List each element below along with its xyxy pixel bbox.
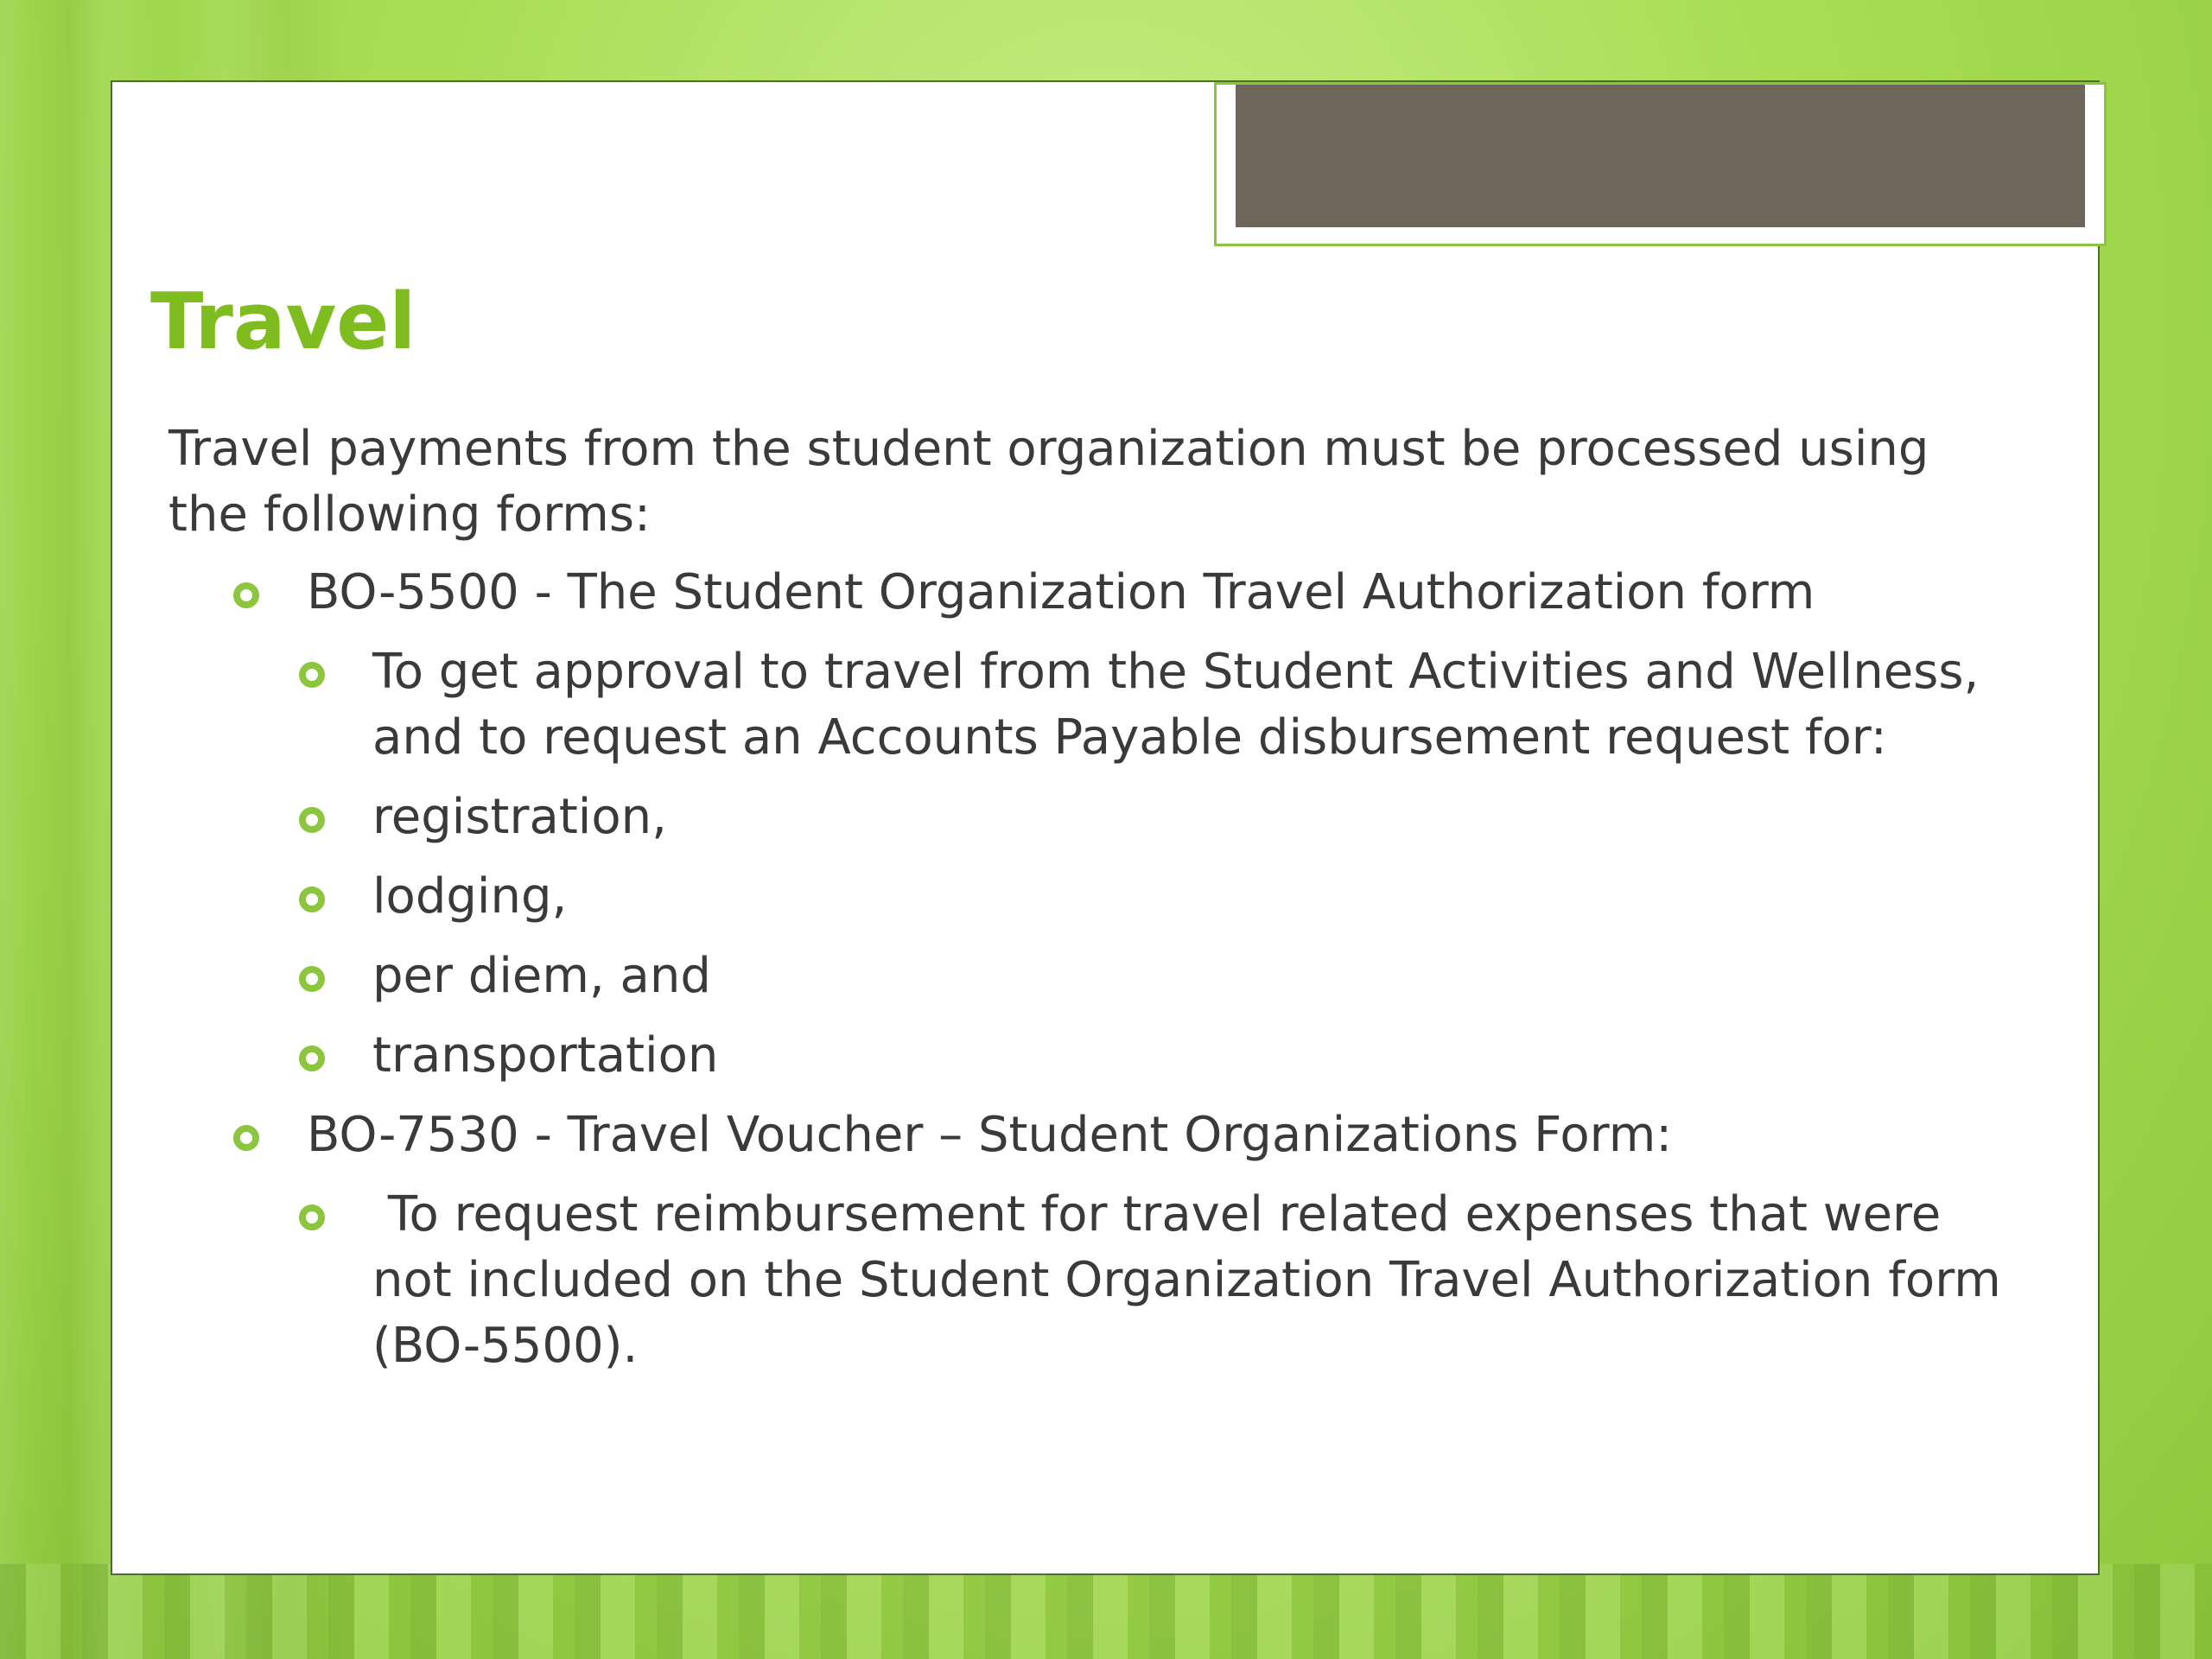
sub-list-item-text: lodging, — [372, 868, 568, 925]
ring-bullet-icon — [299, 966, 325, 992]
sub-list-item — [372, 864, 2014, 930]
ring-bullet-icon — [233, 1125, 259, 1151]
sub-list-item — [372, 639, 2014, 771]
sub-list-item — [372, 1023, 2014, 1089]
sub-list-item-text: registration, — [372, 789, 667, 845]
photo-placeholder — [1236, 85, 2085, 227]
ring-bullet-icon — [299, 1046, 325, 1071]
sub-list-item — [372, 785, 2014, 850]
sub-list-item — [372, 1182, 2017, 1379]
intro-text: Travel payments from the student organization must be processed using the following forms: — [168, 421, 1929, 543]
ring-bullet-icon — [299, 662, 325, 688]
sub-list-item-text: To get approval to travel from the Student Activities and Wellness, and to request an Accounts Payable disbursement request for: — [372, 644, 1980, 766]
sub-list-item — [372, 944, 2014, 1009]
ring-bullet-icon — [299, 887, 325, 912]
list-item-text: BO-5500 - The Student Organization Travel Authorization form — [307, 564, 1815, 620]
sub-list-item-text: per diem, and — [372, 948, 711, 1004]
slide-title: Travel — [150, 276, 416, 367]
list-item — [307, 1103, 2026, 1168]
list-item — [307, 560, 2026, 626]
ring-bullet-icon — [299, 807, 325, 833]
photo-frame — [1214, 82, 2107, 246]
background-stripes — [0, 1564, 2212, 1659]
ring-bullet-icon — [299, 1205, 325, 1230]
sub-list-item-text: To request reimbursement for travel related expenses that were not included on the Student Organization Travel Authorization form (BO-5500). — [372, 1186, 2017, 1374]
sub-list-item-text: transportation — [372, 1027, 719, 1084]
ring-bullet-icon — [233, 582, 259, 608]
list-item-text: BO-7530 - Travel Voucher – Student Organizations Form: — [307, 1107, 1673, 1163]
slide-body — [168, 416, 2026, 1393]
